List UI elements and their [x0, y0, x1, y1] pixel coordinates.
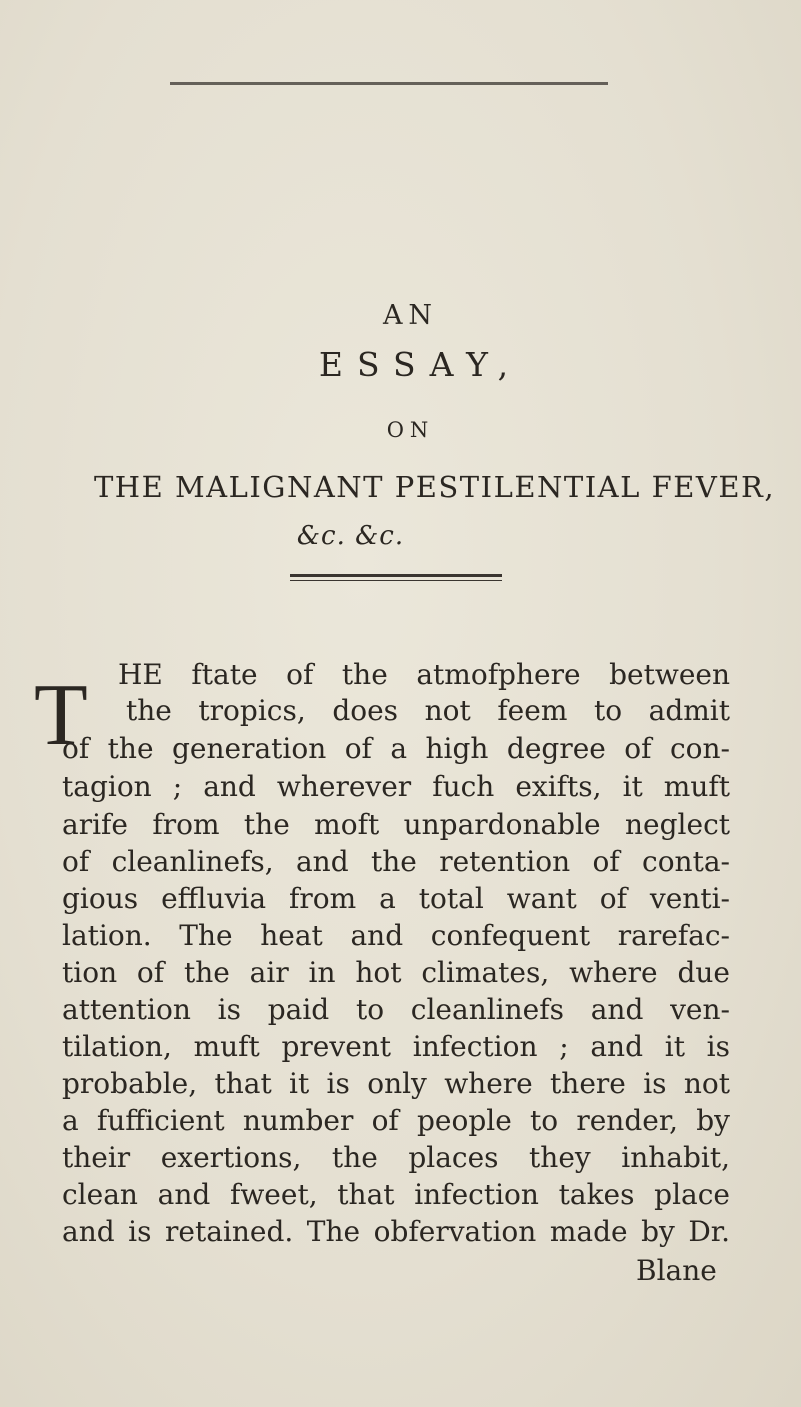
heading-essay: ESSAY,	[318, 345, 523, 384]
text-line: HE ftate of the atmofphere between	[118, 658, 730, 691]
text-line: probable, that it is only where there is not	[62, 1067, 730, 1100]
text-line: their exertions, the places they inhabit,	[62, 1141, 730, 1174]
heading-an: AN	[382, 300, 439, 331]
text-line: and is retained. The obfervation made by Dr.	[62, 1215, 730, 1248]
divider-rule-thin	[290, 580, 502, 581]
text-line: attention is paid to cleanlinefs and ven-	[62, 993, 730, 1026]
top-rule	[170, 82, 608, 85]
text-line: clean and fweet, that infection takes place	[62, 1178, 730, 1211]
heading-on: ON	[386, 418, 435, 442]
drop-cap: T	[34, 667, 88, 764]
text-line: arife from the moft unpardonable neglect	[62, 808, 730, 841]
text-line: a fufficient number of people to render, by	[62, 1104, 730, 1137]
text-line: of cleanlinefs, and the retention of conta-	[62, 845, 730, 878]
text-line: tilation, muft prevent infection ; and it is	[62, 1030, 730, 1063]
text-line: gious effluvia from a total want of venti-	[62, 882, 730, 915]
heading-subject: THE MALIGNANT PESTILENTIAL FEVER,	[93, 470, 776, 504]
text-line: tion of the air in hot climates, where due	[62, 956, 730, 989]
heading-etc: &c. &c.	[296, 521, 405, 551]
text-line: the tropics, does not feem to admit	[126, 694, 730, 727]
text-line: lation. The heat and confequent rarefac-	[62, 919, 730, 952]
text-line: tagion ; and wherever fuch exifts, it muft	[62, 770, 730, 803]
text-line: of the generation of a high degree of con-	[62, 732, 730, 765]
catchword: Blane	[636, 1254, 717, 1287]
divider-rule-thick	[290, 574, 502, 577]
